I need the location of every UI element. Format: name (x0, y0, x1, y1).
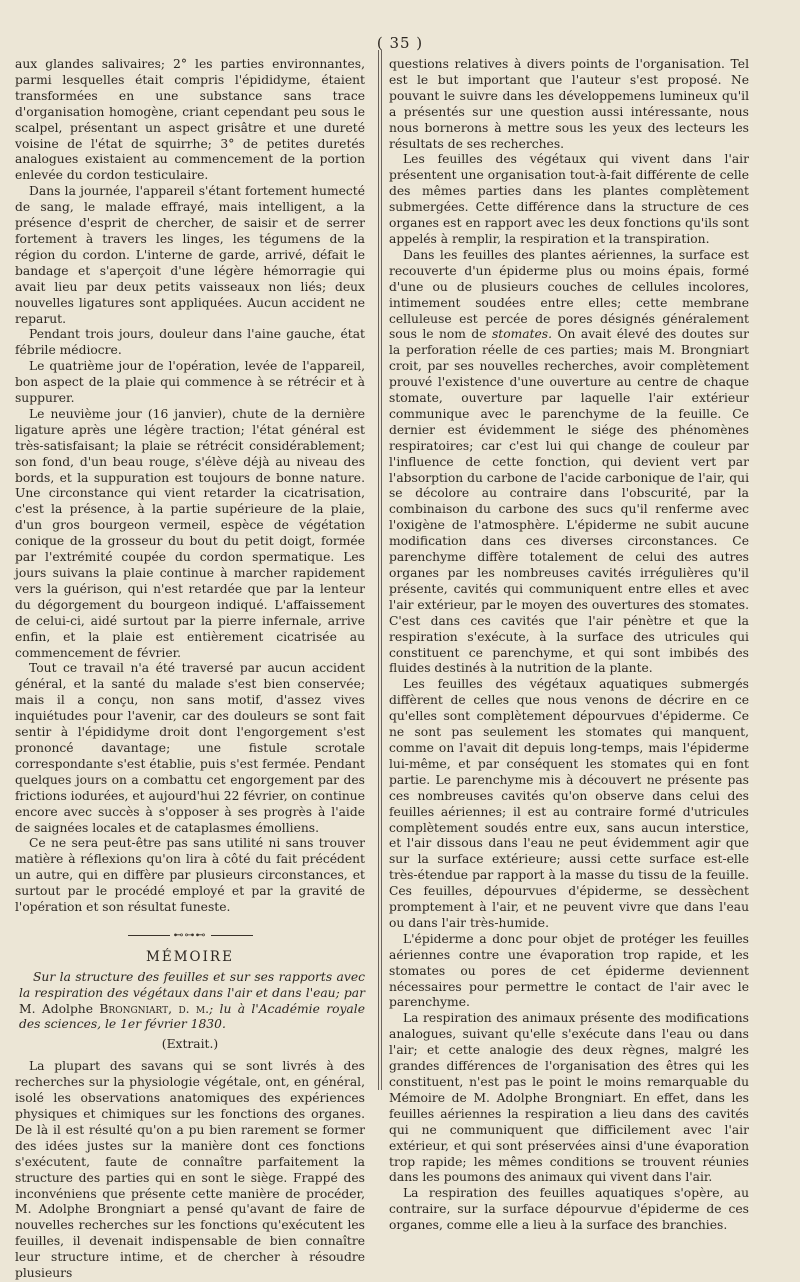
paragraph: Les feuilles des végétaux qui vivent dans l'air présentent une organisation tout-à-fait différente de celle des mêmes parties dans les plantes complètement submergées. Cette différence dans la structure de ces organes est en rapport avec les deux fonctions qu'ils sont appelés à remplir, la respiration et la transpiration. (389, 152, 749, 246)
paragraph: Tout ce travail n'a été traversé par aucun accident général, et la santé du malade s'est bien conservée; mais il a conçu, non sans motif, d'assez vives inquiétudes pour l'avenir, car des douleurs se sont fait sentir à l'épididyme droit dont l'engorgement s'est prononcé davantage; une fistule scrotale correspondante s'est établie, puis s'est fermée. Pendant quelques jours on a combattu cet engorgement par des frictions iodurées, et aujourd'hui 22 février, on continue encore avec succès à s'opposer à ses progrès à l'aide de saignées locales et de cataplasmes émolliens. (15, 661, 365, 835)
memoir-author: M. Adolphe (19, 1001, 94, 1016)
paragraph: La plupart des savans qui se sont livrés à des recherches sur la physiologie végétale, ont, en général, isolé les observations anatomiques des expériences physiques et chimiques sur les fonctions des organes. De là il est résulté qu'on a pu bien rarement se former des idées justes sur la manière dont ces fonctions s'exécutent, faute de connaître parfaitement la structure des parties qui en sont le siège. Frappé des inconvéniens que présente cette manière de procéder, M. Adolphe Brongniart a pensé qu'avant de faire de nouvelles recherches sur les fonctions qu'exécutent les feuilles, il devenait indispensable de bien connaître leur structure intime, et de chercher à résoudre plusieurs (15, 1059, 365, 1281)
paragraph (389, 248, 749, 677)
paragraph: La respiration des animaux présente des modifications analogues, suivant qu'elle s'exécute dans l'eau ou dans l'air; et cette analogie des deux règnes, malgré les grandes différences de l'organisation des êtres qui les constituent, n'est pas le point le moins remarquable du Mémoire de M. Adolphe Brongniart. En effet, dans les feuilles aériennes la respiration a lieu dans des cavités qui ne communiquent que difficilement avec l'air extérieur, et qui sont préservées ainsi d'une évaporation trop rapide; les mêmes conditions se trouvent réunies dans les poumons des animaux qui vivent dans l'air. (389, 1011, 749, 1185)
memoir-read-date: ; lu à l'Académie royale des sciences, le 1er février 1830. (19, 1001, 365, 1032)
page-number: ( 35 ) (376, 34, 424, 52)
memoir-title: Sur la structure des feuilles et sur ses rapports avec la respiration des végétaux dans l'air et dans l'eau; par (19, 969, 365, 1000)
memoir-author-name: Brongniart, d. m. (99, 1001, 210, 1016)
paragraph: La respiration des feuilles aquatiques s'opère, au contraire, sur la surface dépourvue d'épiderme de ces organes, comme elle a lieu à la surface des branchies. (389, 1186, 749, 1233)
extract-label: (Extrait.) (161, 1037, 219, 1052)
paragraph: Le quatrième jour de l'opération, levée de l'appareil, bon aspect de la plaie qui commence à se rétrécir et à suppurer. (15, 359, 365, 406)
left-column (15, 57, 365, 1282)
paragraph: Ce ne sera peut-être pas sans utilité ni sans trouver matière à réflexions qu'on lira à côté du fait précédent un autre, qui en diffère par plusieurs circonstances, et surtout par le procédé employé et par la gravité de l'opération et son résultat funeste. (15, 836, 365, 915)
paragraph: Dans la journée, l'appareil s'étant fortement humecté de sang, le malade effrayé, mais intelligent, a la présence d'esprit de chercher, de saisir et de serrer fortement à travers les linges, les tégumens de la région du cordon. L'interne de garde, arrivé, défait le bandage et s'aperçoit d'une légère hémorragie qui avait lieu par deux petits vaisseaux non liés; deux nouvelles ligatures sont appliquées. Aucun accident ne reparut. (15, 184, 365, 326)
paragraph: Pendant trois jours, douleur dans l'aine gauche, état fébrile médiocre. (15, 327, 365, 358)
paragraph: Les feuilles des végétaux aquatiques submergés diffèrent de celles que nous venons de décrire en ce qu'elles sont complètement dépourvues d'épiderme. Ce ne sont pas seulement les stomates qui manquent, comme on l'avait dit depuis long-temps, mais l'épiderme lui-même, et par conséquent les stomates qui en font partie. Le parenchyme mis à découvert ne présente pas ces nombreuses cavités qu'on observe dans celui des feuilles aériennes; il est au contraire formé d'utricules complètement soudés entre eux, sans aucun interstice, et l'air dissous dans l'eau ne peut évidemment agir que sur la surface extérieure; aussi cette surface est-elle très-étendue par rapport à la masse du tissu de la feuille. Ces feuilles, dépourvues d'épiderme, se dessèchent promptement à l'air, et ne peuvent vivre que dans l'eau ou dans l'air très-humide. (389, 677, 749, 930)
section-heading: MÉMOIRE (146, 948, 234, 965)
stomates-term: stomates. (491, 327, 553, 342)
column-divider (378, 50, 382, 1090)
paragraph: questions relatives à divers points de l'organisation. Tel est le but important que l'auteur s'est proposé. Ne pouvant le suivre dans les développemens lumineux qu'il a présentés sur une question aussi intéressante, nous nous bornerons à mettre sous les yeux des lecteurs les résultats de ses recherches. (389, 57, 749, 151)
paragraph-text: On avait élevé des doutes sur la perforation réelle de ces parties; mais M. Brongniart croit, par ses nouvelles recherches, avoir complètement prouvé l'existence d'une ouverture au centre de chaque stomate, ouverture par laquelle l'air extérieur communique avec le parenchyme de la feuille. Ce dernier est évidemment le siége des phénomènes respiratoires; car c'est lui qui change de couleur par l'influence de cette fonction, qui devient vert par l'absorption du carbone de l'acide carbonique de l'air, qui se décolore au contraire dans l'obscurité, par la combinaison du carbone des sucs qu'il renferme avec l'oxigène de l'atmosphère. L'épiderme ne subit aucune modification dans ces diverses circonstances. Ce parenchyme diffère totalement de celui des autres organes par les nombreuses cavités irrégulières qu'il présente, cavités qui communiquent entre elles et avec l'air extérieur, par le moyen des ouvertures des stomates. C'est dans ces cavités que l'air pénètre et que la respiration s'exécute, à la surface des utricules qui constituent ce parenchyme, et qui sont imbibés des fluides destinés à la nutrition de la plante. (389, 327, 749, 676)
paragraph: aux glandes salivaires; 2° les parties environnantes, parmi lesquelles était compris l'épididyme, étaient transformées en une substance sans trace d'organisation homogène, criant cependant peu sous le scalpel, présentant un aspect grisâtre et une dureté voisine de l'état de squirrhe; 3° de petites duretés analogues existaient au commencement de la portion enlevée du cordon testiculaire. (15, 57, 365, 183)
ornamental-divider: ⊷⊶⊷ (15, 928, 365, 944)
paragraph: Le neuvième jour (16 janvier), chute de la dernière ligature après une légère traction; l'état général est très-satisfaisant; la plaie se rétrécit considérablement; son fond, d'un beau rouge, s'élève déjà au niveau des bords, et la suppuration est toujours de bonne nature. Une circonstance qui vient retarder la cicatrisation, c'est la présence, à la partie supérieure de la plaie, d'un gros bourgeon vermeil, espèce de végétation conique de la grosseur du bout du petit doigt, formée par l'extrémité coupée du cordon spermatique. Les jours suivans la plaie continue à marcher rapidement vers la guérison, qui n'est retardée que par la lenteur du dégorgement du bourgeon indiqué. L'affaissement de celui-ci, aidé surtout par la pierre infernale, arrive enfin, et la plaie est entièrement cicatrisée au commencement de février. (15, 406, 365, 660)
paragraph-text: Dans les feuilles des plantes aériennes, la surface est recouverte d'un épiderme plus ou moins épais, formé d'une ou de plusieurs couches de cellules incolores, intimement soudées entre elles; cette membrane celluleuse est percée de pores désignés généralement sous le nom de (389, 247, 749, 342)
right-column (389, 57, 749, 1234)
memoir-reference (15, 970, 365, 1034)
paragraph: L'épiderme a donc pour objet de protéger les feuilles aériennes contre une évaporation trop rapide, et les stomates ou pores de cet épiderme deviennent nécessaires pour permettre le contact de l'air avec le parenchyme. (389, 931, 749, 1010)
